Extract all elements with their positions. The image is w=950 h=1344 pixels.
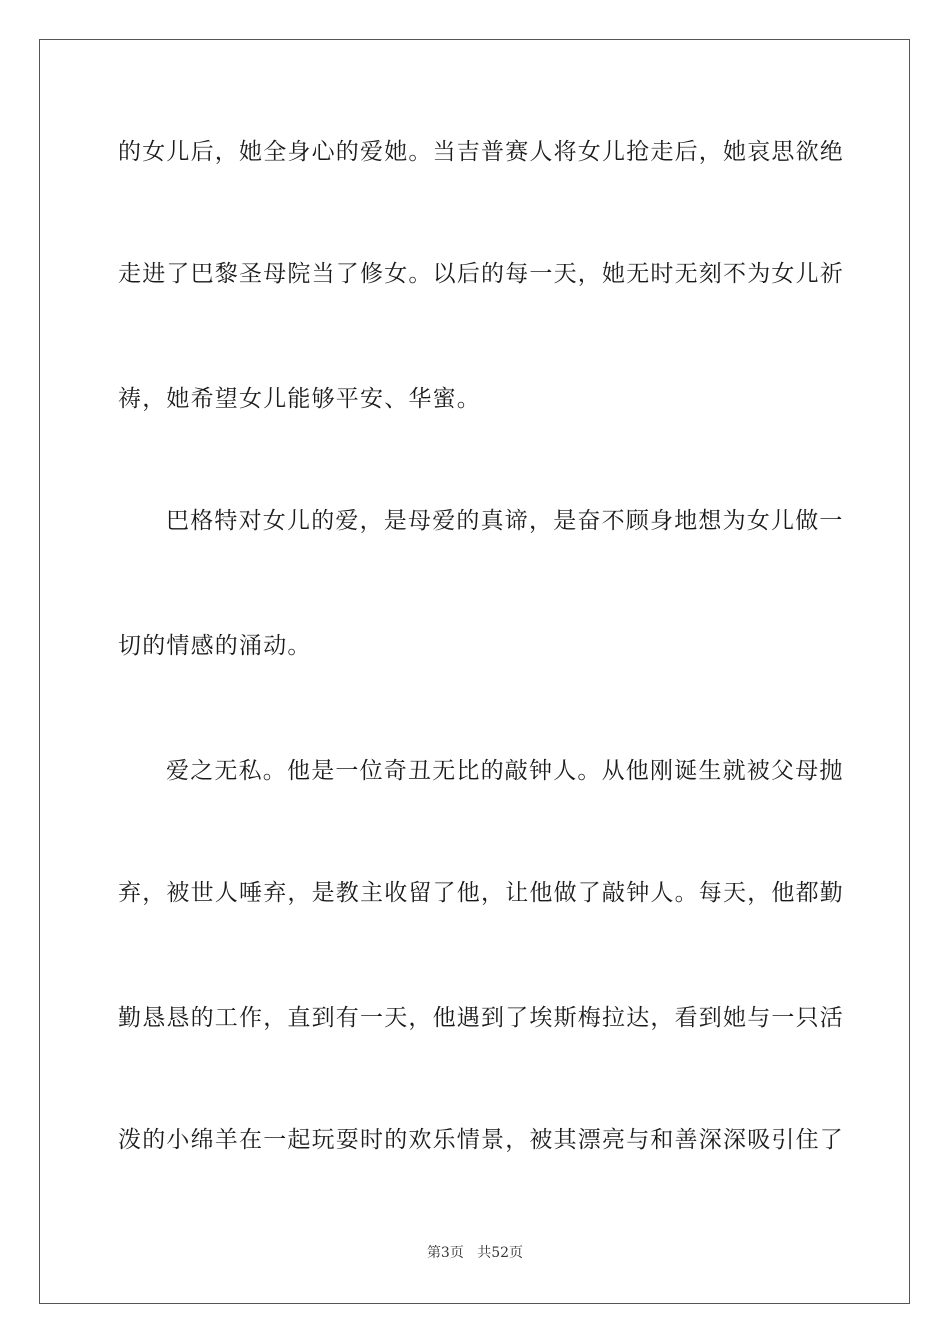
text-line: 弃，被世人唾弃，是教主收留了他，让他做了敲钟人。每天，他都勤 — [118, 880, 844, 906]
text-line: 祷，她希望女儿能够平安、华蜜。 — [118, 386, 481, 412]
page-footer — [0, 1244, 950, 1262]
page-number: 第3页 — [426, 1245, 464, 1261]
text-line: 勤恳恳的工作，直到有一天，他遇到了埃斯梅拉达，看到她与一只活 — [118, 1005, 844, 1031]
page-total: 共52页 — [477, 1245, 524, 1261]
text-line: 的女儿后，她全身心的爱她。当吉普赛人将女儿抢走后，她哀思欲绝 — [118, 139, 844, 165]
text-line: 巴格特对女儿的爱，是母爱的真谛，是奋不顾身地想为女儿做一 — [166, 508, 844, 534]
page-border — [39, 39, 910, 1304]
text-line: 走进了巴黎圣母院当了修女。以后的每一天，她无时无刻不为女儿祈 — [118, 261, 844, 287]
text-line: 爱之无私。他是一位奇丑无比的敲钟人。从他刚诞生就被父母抛 — [166, 758, 844, 784]
text-line: 切的情感的涌动。 — [118, 633, 312, 659]
text-line: 泼的小绵羊在一起玩耍时的欢乐情景，被其漂亮与和善深深吸引住了 — [118, 1127, 844, 1153]
